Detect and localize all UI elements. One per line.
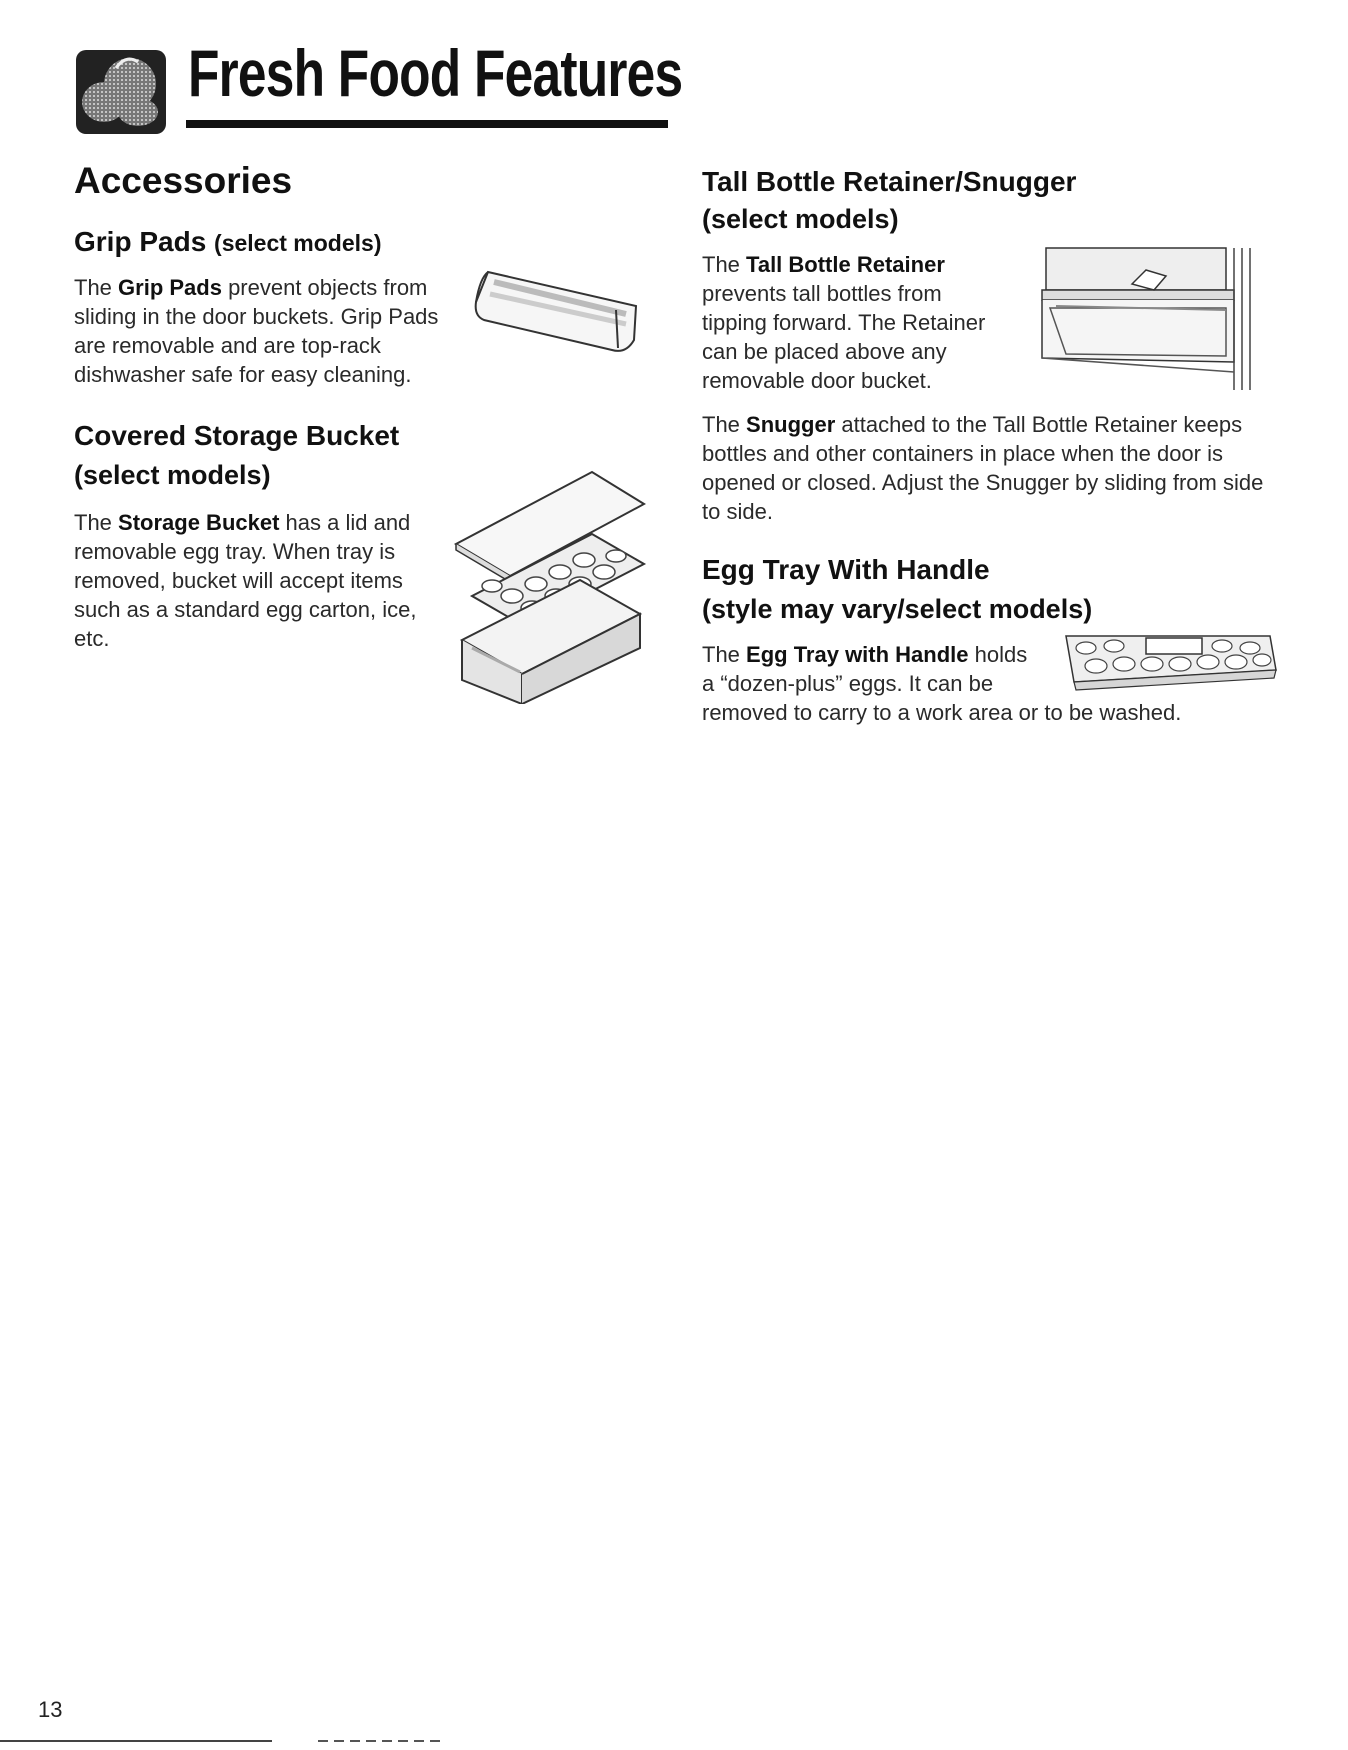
egg-tray-bold: Egg Tray with Handle	[746, 642, 969, 667]
egg-tray-qualifier: (style may vary/select models)	[702, 594, 1093, 624]
tall-bottle-qualifier: (select models)	[702, 204, 899, 234]
covered-bucket-description: The Storage Bucket has a lid and removable egg tray. When tray is removed, bucket will accept items such as a standard egg carton, ice, etc.	[74, 510, 417, 651]
egg-tray-description-line2: a “dozen-plus” eggs. It can be	[702, 671, 994, 696]
bottle-retainer-icon	[1036, 244, 1256, 390]
egg-tray-icon	[1060, 630, 1280, 696]
accessories-heading: Accessories	[74, 160, 293, 201]
grip-pads-bold: Grip Pads	[118, 275, 222, 300]
egg-tray-description-line1: The Egg Tray with Handle holds	[702, 642, 1028, 667]
footer-rule	[0, 1740, 272, 1742]
grip-pads-heading	[74, 226, 382, 258]
grip-pads-qualifier: (select models)	[214, 230, 382, 256]
covered-bucket-bold: Storage Bucket	[118, 510, 280, 535]
tall-bottle-bold: Tall Bottle Retainer	[746, 252, 945, 277]
grip-pads-description: The Grip Pads prevent objects from sliding in the door buckets. Grip Pads are removable and are top-rack dishwasher safe for easy cleaning.	[74, 275, 439, 387]
tall-bottle-description: The Tall Bottle Retainer prevents tall bottles from tipping forward. The Retainer can be placed above any removable door bucket.	[702, 252, 986, 393]
egg-tray-heading: Egg Tray With Handle	[702, 554, 990, 585]
page-title: Fresh Food Features	[188, 36, 683, 110]
grip-pad-icon	[466, 262, 646, 358]
footer-dashes	[318, 1740, 444, 1742]
title-rule	[186, 120, 668, 128]
storage-bucket-icon	[452, 468, 648, 704]
snugger-description: The Snugger attached to the Tall Bottle Retainer keeps bottles and other containers in place when the door is opened or closed. Adjust the Snugger by sliding from side to side.	[702, 412, 1264, 524]
vegetables-icon	[76, 50, 166, 134]
tall-bottle-heading: Tall Bottle Retainer/Snugger	[702, 166, 1077, 197]
snugger-bold: Snugger	[746, 412, 836, 437]
covered-bucket-qualifier: (select models)	[74, 460, 271, 490]
covered-bucket-heading: Covered Storage Bucket	[74, 420, 400, 451]
grip-pads-title: Grip Pads	[74, 226, 207, 257]
page-number: 13	[38, 1697, 63, 1722]
egg-tray-description-line3: removed to carry to a work area or to be washed.	[702, 700, 1182, 725]
